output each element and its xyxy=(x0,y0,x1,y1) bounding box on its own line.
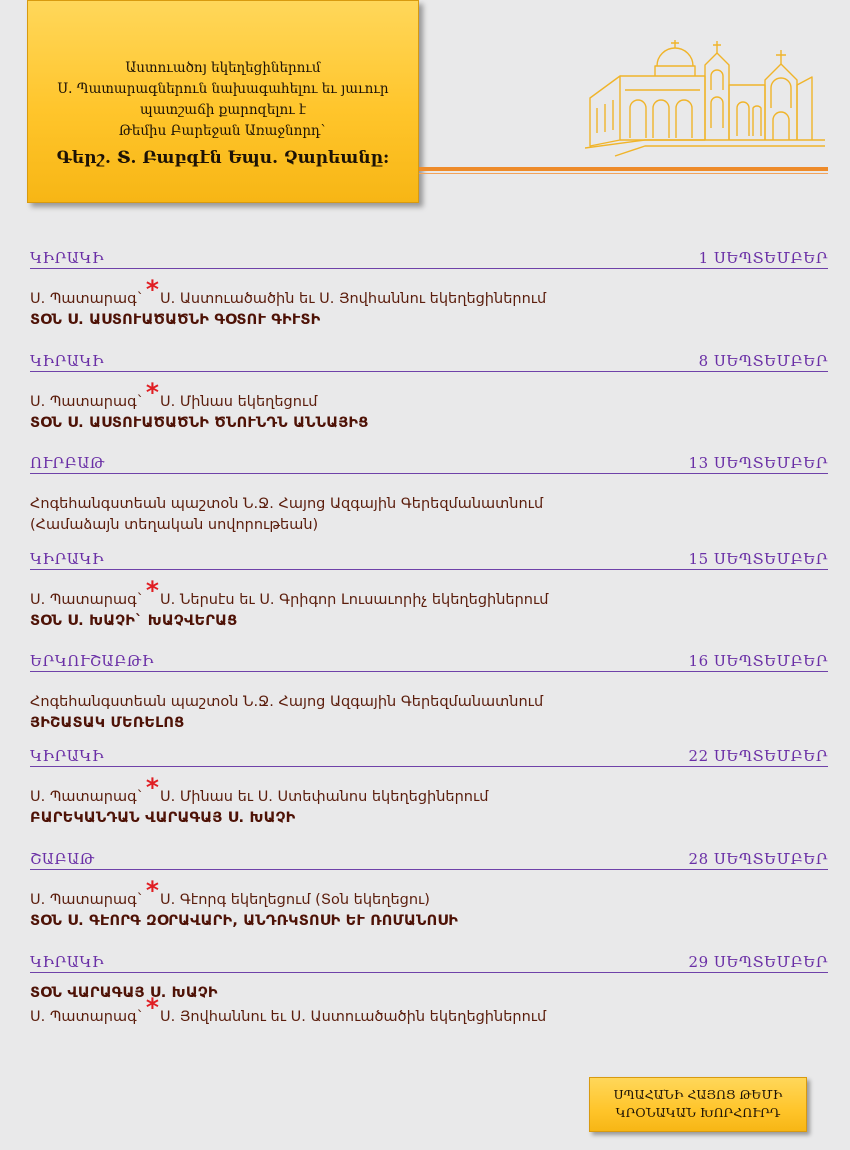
day-date: 22 ՍԵՊՏԵՄԲԵՐ xyxy=(688,747,828,765)
service-line xyxy=(30,773,828,808)
day-name: ԿԻՐԱԿԻ xyxy=(30,352,105,370)
day-date: 15 ՍԵՊՏԵՄԲԵՐ xyxy=(688,550,828,568)
header-line-2: Ս. Պատարագներուն նախագահելու եւ յաւուր xyxy=(57,81,389,97)
day-date: 13 ՍԵՊՏԵՄԲԵՐ xyxy=(688,454,828,472)
orange-divider xyxy=(419,167,828,171)
day-header xyxy=(30,748,828,767)
red-asterisk-icon: * xyxy=(145,773,159,802)
day-date: 28 ՍԵՊՏԵՄԲԵՐ xyxy=(688,850,828,868)
council-signature-box xyxy=(589,1077,807,1132)
liturgy-prefix: Ս. Պատարագ` xyxy=(30,291,144,307)
feast-line: ՏՕՆ Ս. ԱՍՏՈՒԱԾԱԾՆԻ ԳՕՏՈՒ ԳԻՒՏԻ xyxy=(30,312,321,328)
service-line: Հոգեհանգստեան պաշտօն Ն.Ջ. Հայոց Ազգային Գերեզմանատնում xyxy=(30,496,544,512)
day-block xyxy=(30,748,828,829)
service-text: Ս. Աստուածածին եւ Ս. Յովհաննու եկեղեցիներում xyxy=(159,291,547,307)
day-block xyxy=(30,954,828,1028)
red-asterisk-icon: * xyxy=(145,993,159,1022)
day-date: 1 ՍԵՊՏԵՄԲԵՐ xyxy=(698,249,828,267)
bishop-name: Գերշ. Տ. Բաբգէն Եպս. Չարեանը: xyxy=(56,148,390,168)
service-text: Ս. Մինաս եկեղեցում xyxy=(159,394,318,410)
feast-line: ՏՕՆ ՎԱՐԱԳԱՅ Ս. ԽԱՉԻ xyxy=(30,985,218,1001)
day-name: ՈՒՐԲԱԹ xyxy=(30,454,105,472)
service-line xyxy=(30,576,828,611)
day-date: 8 ՍԵՊՏԵՄԲԵՐ xyxy=(698,352,828,370)
day-block xyxy=(30,653,828,734)
liturgy-prefix: Ս. Պատարագ` xyxy=(30,789,144,805)
day-name: ԵՐԿՈՒՇԱԲԹԻ xyxy=(30,652,154,670)
feast-line: ՏՕՆ Ս. ԱՍՏՈՒԱԾԱԾՆԻ ԾՆՈՒՆԴՆ ԱՆՆԱՅԻՑ xyxy=(30,415,369,431)
day-header xyxy=(30,851,828,870)
service-text: Ս. Մինաս եւ Ս. Ստեփանոս եկեղեցիներում xyxy=(159,789,489,805)
red-asterisk-icon: * xyxy=(145,576,159,605)
council-line-2: ԿՐՕՆԱԿԱՆ ԽՈՐՀՈՒՐԴ xyxy=(615,1105,781,1120)
day-header xyxy=(30,653,828,672)
day-date: 16 ՍԵՊՏԵՄԲԵՐ xyxy=(688,652,828,670)
day-header xyxy=(30,551,828,570)
red-asterisk-icon: * xyxy=(145,378,159,407)
council-line-1: ՍՊԱՀԱՆԻ ՀԱՅՈՑ ԹԵՄԻ xyxy=(613,1087,783,1102)
day-name: ԿԻՐԱԿԻ xyxy=(30,747,105,765)
day-header xyxy=(30,954,828,973)
day-block xyxy=(30,551,828,632)
header-box xyxy=(27,0,419,203)
day-header xyxy=(30,353,828,372)
day-block xyxy=(30,250,828,331)
day-block xyxy=(30,353,828,434)
day-block xyxy=(30,851,828,932)
liturgy-prefix: Ս. Պատարագ` xyxy=(30,892,144,908)
day-header xyxy=(30,455,828,474)
header-line-3: պատշաճի քարոզելու է xyxy=(140,102,306,118)
service-line xyxy=(30,275,828,310)
church-drawing-icon xyxy=(585,28,830,164)
feast-line: ՏՕՆ Ս. ԽԱՉԻ` ԽԱՉՎԵՐԱՑ xyxy=(30,613,238,629)
service-line xyxy=(30,378,828,413)
day-date: 29 ՍԵՊՏԵՄԲԵՐ xyxy=(688,953,828,971)
header-text xyxy=(28,58,418,172)
red-asterisk-icon: * xyxy=(145,876,159,905)
service-note: (Համաձայն տեղական սովորութեան) xyxy=(30,517,319,533)
liturgy-prefix: Ս. Պատարագ` xyxy=(30,1009,144,1025)
day-header xyxy=(30,250,828,269)
day-name: ԿԻՐԱԿԻ xyxy=(30,249,105,267)
service-text: Ս. Յովհաննու եւ Ս. Աստուածածին եկեղեցիներում xyxy=(159,1009,547,1025)
red-asterisk-icon: * xyxy=(145,275,159,304)
feast-line: ՅԻՇԱՏԱԿ ՄԵՌԵԼՈՑ xyxy=(30,715,185,731)
header-line-1: Աստուածոյ եկեղեցիներում xyxy=(125,60,321,76)
day-name: ՇԱԲԱԹ xyxy=(30,850,95,868)
orange-divider-thin xyxy=(419,173,828,174)
service-line: Հոգեհանգստեան պաշտօն Ն.Ջ. Հայոց Ազգային Գերեզմանատնում xyxy=(30,694,544,710)
header-line-4: Թեմիս Բարեջան Առաջնորդ` xyxy=(118,123,328,139)
feast-line: ՏՕՆ Ս. ԳԷՈՐԳ ԶՕՐԱՎԱՐԻ, ԱՆԴՌԿՏՈՍԻ ԵՒ ՌՈՄԱՆՈՍԻ xyxy=(30,913,459,929)
liturgy-prefix: Ս. Պատարագ` xyxy=(30,592,144,608)
service-text: Ս. Ներսէս եւ Ս. Գրիգոր Լուսաւորիչ եկեղեցիներում xyxy=(159,592,549,608)
feast-line: ԲԱՐԵԿԱՆԴԱՆ ՎԱՐԱԳԱՅ Ս. ԽԱՉԻ xyxy=(30,810,296,826)
day-block xyxy=(30,455,828,536)
day-name: ԿԻՐԱԿԻ xyxy=(30,953,105,971)
service-line xyxy=(30,876,828,911)
service-text: Ս. Գէորգ եկեղեցում (Տօն եկեղեցու) xyxy=(159,892,430,908)
day-name: ԿԻՐԱԿԻ xyxy=(30,550,105,568)
liturgy-prefix: Ս. Պատարագ` xyxy=(30,394,144,410)
